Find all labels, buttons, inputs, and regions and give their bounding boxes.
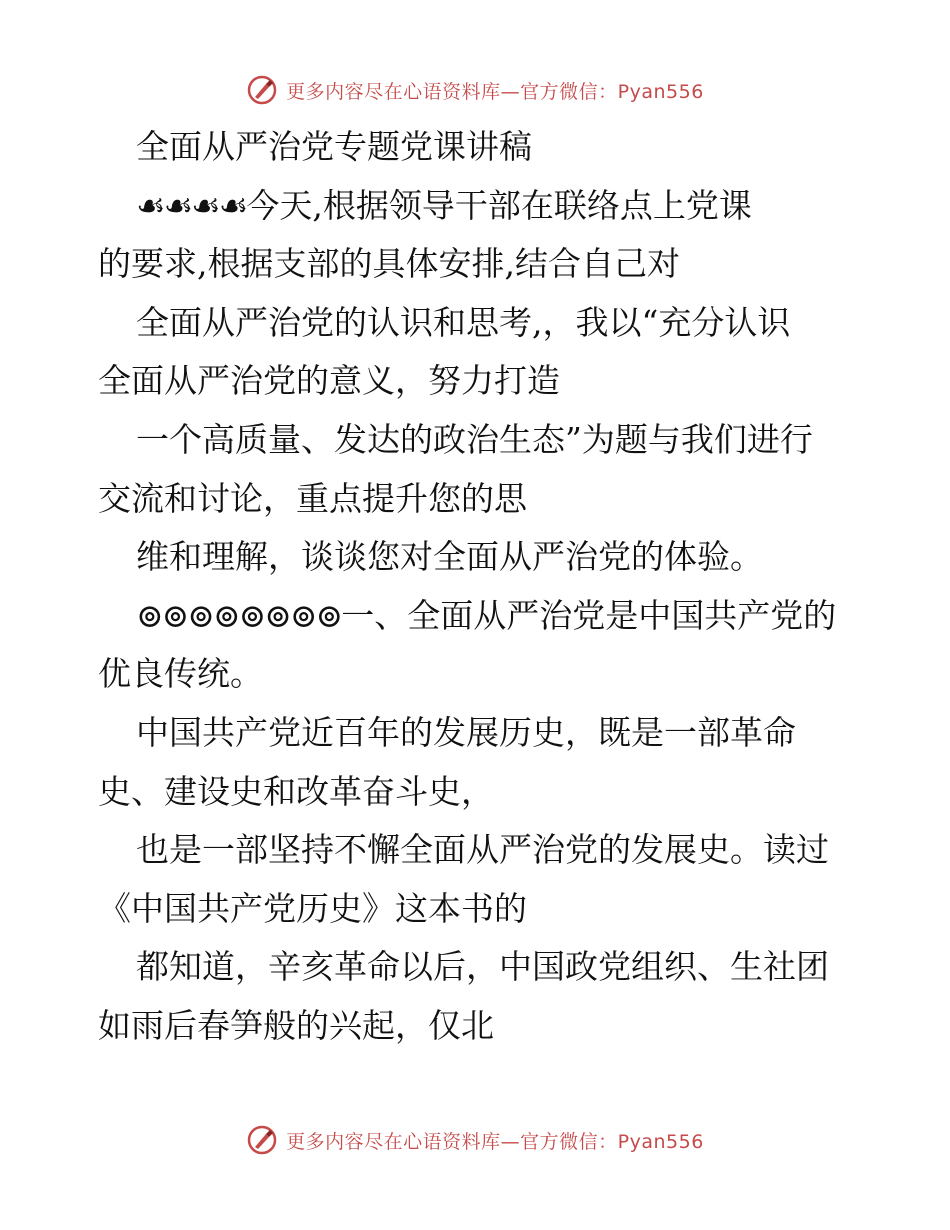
document-title: 全面从严治党专题党课讲稿 bbox=[136, 127, 532, 166]
circle-ornament-glyphs: ⊚⊚⊚⊚⊚⊚⊚⊚ bbox=[136, 595, 342, 635]
paragraph-3-line-1: 一个高质量、发达的政治生态”为题与我们进行 bbox=[136, 419, 813, 459]
paragraph-6-line-1: 中国共产党近百年的发展历史，既是一部革命 bbox=[136, 712, 796, 752]
section-heading-1-line-2: 优良传统。 bbox=[98, 654, 263, 694]
footer-banner-text: 更多内容尽在心语资料库—官方微信：Pyan556 bbox=[286, 1130, 704, 1153]
paragraph-1-text: 今天,根据领导干部在联络点上党课 bbox=[246, 185, 752, 225]
document-body bbox=[98, 118, 858, 1056]
header-banner-text: 更多内容尽在心语资料库—官方微信：Pyan556 bbox=[286, 80, 704, 103]
paragraph-7-line-2: 《中国共产党历史》这本书的 bbox=[98, 888, 527, 928]
paragraph-2-line-1: 全面从严治党的认识和思考,，我以“充分认识 bbox=[136, 302, 791, 342]
paragraph-7-line-1: 也是一部坚持不懈全面从严治党的发展史。读过 bbox=[136, 830, 829, 870]
header-banner bbox=[0, 72, 950, 108]
section-heading-1 bbox=[98, 587, 858, 646]
paragraph-8-line-1: 都知道，辛亥革命以后，中国政党组织、生社团 bbox=[136, 947, 829, 987]
pen-logo-icon bbox=[246, 74, 278, 106]
paragraph-1-line-2: 的要求,根据支部的具体安排,结合自己对 bbox=[98, 244, 680, 284]
paragraph-2-line-2: 全面从严治党的意义，努力打造 bbox=[98, 361, 560, 401]
footer-banner bbox=[0, 1122, 950, 1158]
paragraph-4-line-1: 维和理解，谈谈您对全面从严治党的体验。 bbox=[136, 537, 763, 577]
pen-logo-icon bbox=[246, 1124, 278, 1156]
paragraph-1-line-1 bbox=[98, 177, 858, 236]
paragraph-6-line-2: 史、建设史和改革奋斗史， bbox=[98, 771, 494, 811]
paragraph-3-line-2: 交流和讨论，重点提升您的思 bbox=[98, 478, 527, 518]
paragraph-8-line-2: 如雨后春笋般的兴起，仅北 bbox=[98, 1005, 494, 1045]
section-heading-text: 一、全面从严治党是中国共产党的 bbox=[341, 595, 837, 635]
ornament-glyphs: ☙☙☙☙ bbox=[136, 185, 247, 225]
